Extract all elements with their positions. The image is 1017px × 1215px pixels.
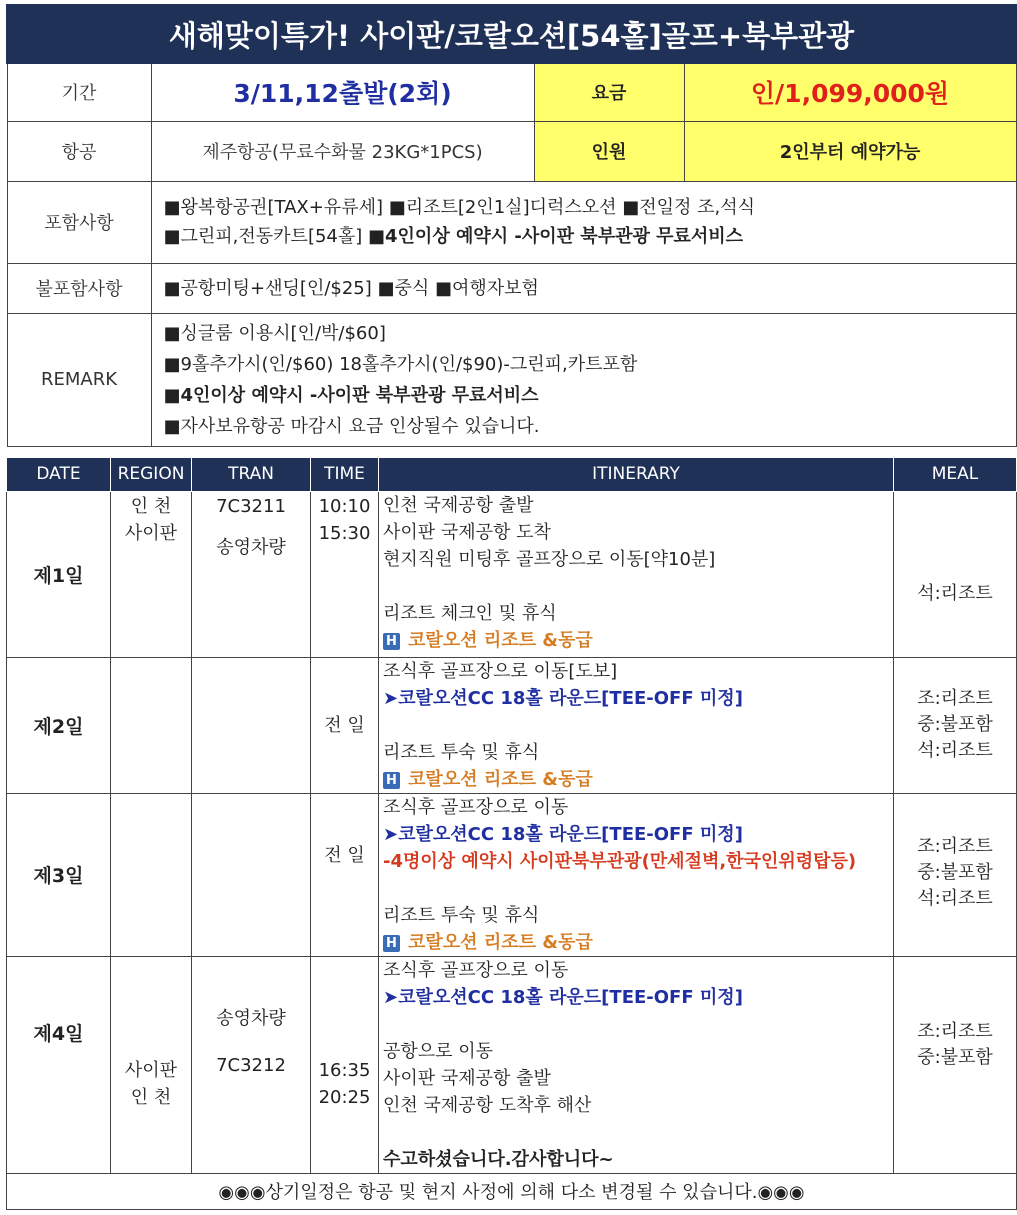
included-line: ■왕복항공권[TAX+유류세] ■리조트[2인1실]디럭스오션 ■전일정 조,석식: [163, 197, 756, 218]
pax-value: 2인부터 예약가능: [684, 121, 1016, 181]
price-value: 인/1,099,000원: [684, 63, 1016, 121]
excluded-label: 불포함사항: [7, 263, 151, 313]
region-cell: 사이판 인 천: [111, 956, 192, 1173]
info-table: [6, 4, 1017, 447]
remark-line: ■싱글룸 이용시[인/박/$60]: [163, 322, 386, 344]
table-row: [7, 657, 1017, 793]
tour-sheet: [6, 4, 1017, 1210]
table-row: [7, 491, 1017, 657]
day-label: 제4일: [7, 956, 111, 1173]
included-bonus: ■4인이상 예약시 -사이판 북부관광 무료서비스: [368, 226, 744, 247]
time-cell: 16:35 20:25: [311, 956, 379, 1173]
col-meal: MEAL: [894, 457, 1017, 491]
remark-line: ■자사보유항공 마감시 요금 인상될수 있습니다.: [163, 415, 540, 437]
region-cell: [111, 657, 192, 793]
hotel-icon: H: [383, 772, 400, 789]
meal-cell: 조:리조트 중:불포함: [894, 956, 1017, 1173]
transport-cell: [192, 793, 311, 956]
day-label: 제1일: [7, 491, 111, 657]
period-label: 기간: [7, 63, 151, 121]
meal-cell: 석:리조트: [894, 491, 1017, 657]
hotel-line: H 코랄오션 리조트 &동급: [383, 627, 889, 654]
remark-label: REMARK: [7, 313, 151, 446]
time-cell: 10:10 15:30: [311, 491, 379, 657]
col-region: REGION: [111, 457, 192, 491]
transport-cell: [192, 657, 311, 793]
air-value: 제주항공(무료수화물 23KG*1PCS): [151, 121, 534, 181]
region-cell: [111, 793, 192, 956]
hotel-icon: H: [383, 935, 400, 952]
hotel-line: H 코랄오션 리조트 &동급: [383, 929, 889, 956]
air-label: 항공: [7, 121, 151, 181]
day-label: 제3일: [7, 793, 111, 956]
col-itinerary: ITINERARY: [379, 457, 894, 491]
table-row: [7, 793, 1017, 956]
itinerary-cell: 조식후 골프장으로 이동 ➤코랄오션CC 18홀 라운드[TEE-OFF 미정] 공항으로 이동 사이판 국제공항 출발 인천 국제공항 도착후 해산 수고하셨습니다.감사합니다~: [379, 956, 894, 1173]
itinerary-cell: 인천 국제공항 출발 사이판 국제공항 도착 현지직원 미팅후 골프장으로 이동[약10분] 리조트 체크인 및 휴식 H 코랄오션 리조트 &동급: [379, 491, 894, 657]
included-list: [151, 181, 1016, 263]
schedule-table: [6, 457, 1017, 1210]
remark-line: ■9홀추가시(인/$60) 18홀추가시(인/$90)-그린피,카트포함: [163, 353, 638, 375]
included-line: ■그린피,전동카트[54홀] ■4인이상 예약시 -사이판 북부관광 무료서비스: [163, 226, 744, 247]
price-label: 요금: [534, 63, 684, 121]
time-cell: 전 일: [311, 793, 379, 956]
included-label: 포함사항: [7, 181, 151, 263]
remark-line: ■4인이상 예약시 -사이판 북부관광 무료서비스: [163, 384, 539, 406]
time-cell: 전 일: [311, 657, 379, 793]
meal-cell: 조:리조트 중:불포함 석:리조트: [894, 657, 1017, 793]
hotel-line: H 코랄오션 리조트 &동급: [383, 766, 889, 793]
day-label: 제2일: [7, 657, 111, 793]
transport-cell: 7C3211 송영차량: [192, 491, 311, 657]
region-cell: 인 천 사이판: [111, 491, 192, 657]
table-row: [7, 956, 1017, 1173]
hotel-icon: H: [383, 633, 400, 650]
remark-list: [151, 313, 1016, 446]
col-date: DATE: [7, 457, 111, 491]
page-title: 새해맞이특가! 사이판/코랄오션[54홀]골프+북부관광: [7, 5, 1016, 63]
meal-cell: 조:리조트 중:불포함 석:리조트: [894, 793, 1017, 956]
footer-note: ◉◉◉상기일정은 항공 및 현지 사정에 의해 다소 변경될 수 있습니다.◉◉◉: [7, 1173, 1017, 1209]
pax-label: 인원: [534, 121, 684, 181]
col-time: TIME: [311, 457, 379, 491]
transport-cell: 송영차량 7C3212: [192, 956, 311, 1173]
itinerary-cell: 조식후 골프장으로 이동 ➤코랄오션CC 18홀 라운드[TEE-OFF 미정] -4명이상 예약시 사이판북부관광(만세절벽,한국인위령탑등) 리조트 투숙 및 휴식 H 코랄오션 리조트 &동급: [379, 793, 894, 956]
excluded-value: ■공항미팅+샌딩[인/$25] ■중식 ■여행자보험: [151, 263, 1016, 313]
col-tran: TRAN: [192, 457, 311, 491]
itinerary-cell: 조식후 골프장으로 이동[도보] ➤코랄오션CC 18홀 라운드[TEE-OFF 미정] 리조트 투숙 및 휴식 H 코랄오션 리조트 &동급: [379, 657, 894, 793]
period-value: 3/11,12출발(2회): [151, 63, 534, 121]
